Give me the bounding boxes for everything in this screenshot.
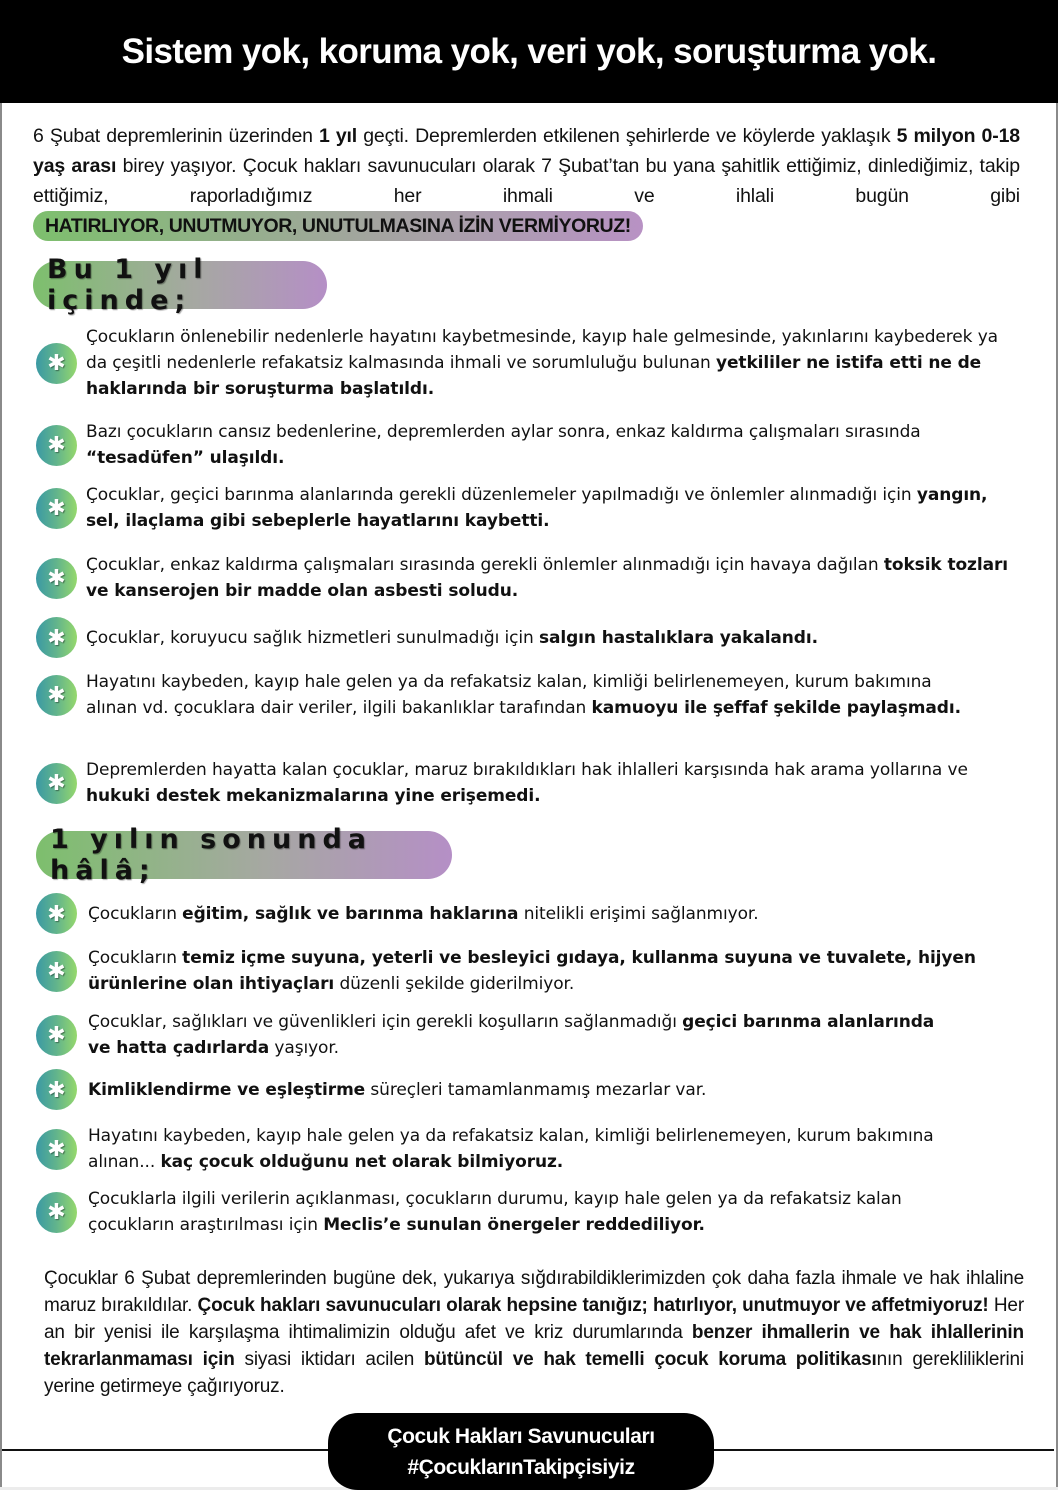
list-item [36, 945, 978, 997]
asterisk-icon: ✱ [36, 343, 77, 384]
list-item [36, 324, 1016, 402]
list-item-text-regular: düzenli şekilde giderilmiyor. [334, 974, 575, 994]
asterisk-icon: ✱ [36, 558, 77, 599]
intro-text-2: geçti. Depremlerden etkilenen şehirlerde ve köylerde yaklaşık [357, 125, 897, 147]
list-item-text-regular: Hayatını kaybeden, kayıp hale gelen ya da refakatsiz kalan, kimliği belirlenemeyen, kurum bakımına alınan vd. çocuklara dair veriler, ilgili bakanlıklar tarafından [86, 672, 932, 718]
list-item [36, 757, 1016, 809]
list-item-text-bold: hukuki destek mekanizmalarına yine erişemedi. [86, 786, 541, 806]
section-heading-this-year [33, 254, 327, 316]
list-item [36, 1123, 978, 1175]
list-item-text-bold: temiz içme suyuna, yeterli ve besleyici gıdaya, kullanma suyuna ve tuvalete, hijyen ürünlerine olan ihtiyaçları [88, 948, 976, 994]
list-item-text-regular: Çocukların [88, 903, 183, 924]
closing-text-2: Her an bir yenisi ile karşılaşma ihtimalimizin olduğu afet ve kriz durumlarında [44, 1295, 1025, 1343]
intro-highlight: HATIRLIYOR, UNUTMUYOR, UNUTULMASINA İZİN VERMİYORUZ! [33, 211, 643, 241]
closing-text-4: nın gerekliliklerini yerine getirmeye çağırıyoruz. [44, 1349, 1025, 1397]
list-item-text-regular: nitelikli erişimi sağlanmıyor. [518, 903, 759, 924]
list-item [36, 1009, 958, 1061]
list-item-text-bold: yangın, sel, ilaçlama gibi sebeplerle hayatlarını kaybetti. [86, 485, 988, 531]
list-item [36, 419, 986, 471]
list-item-text-bold: kamuoyu ile şeffaf şekilde paylaşmadı. [591, 698, 961, 718]
list-item-text [88, 1009, 958, 1061]
list-item-text-bold: eğitim, sağlık ve barınma haklarına [182, 903, 519, 924]
list-item-text-regular: Çocukların önlenebilir nedenlerle hayatını kaybetmesinde, kayıp hale gelmesinde, yakınlarını kaybederek ya da çeşitli nedenlerle refakatsiz kalmasında ihmali ve sorumluluğu bulunan [86, 327, 998, 373]
list-item-text-bold: geçici barınma alanlarında ve hatta çadırlarda [88, 1012, 935, 1058]
list-item-text-regular: yaşıyor. [269, 1038, 339, 1058]
asterisk-icon: ✱ [36, 951, 77, 992]
closing-bold-3: bütüncül ve hak temelli çocuk koruma politikası [423, 1349, 877, 1370]
closing-bold-2: benzer ihmallerin ve hak ihlallerinin tekrarlanmaması için [44, 1322, 1024, 1370]
closing-text-1: Çocuklar 6 Şubat depremlerinden bugüne dek, yukarıya sığdırabildiklerimizden çok daha fazla ihmale ve hak ihlaline maruz bırakıldılar. [44, 1268, 1024, 1316]
list-item-text-bold: toksik tozları ve kanserojen bir madde olan asbesti soludu. [86, 555, 1008, 601]
closing-paragraph [44, 1265, 1024, 1400]
list-item-text [86, 669, 986, 721]
list-item-text-bold: “tesadüfen” ulaşıldı. [86, 448, 285, 468]
list-item [36, 1186, 988, 1238]
intro-paragraph [33, 121, 1020, 241]
list-item-text-bold: salgın hastalıklara yakalandı. [539, 627, 818, 648]
list-item [36, 482, 1026, 534]
list-item-text [86, 482, 1026, 534]
list-item [36, 617, 1026, 658]
list-item-text-regular: Çocuklar, sağlıkları ve güvenlikleri için gerekli koşulların sağlanmadığı [88, 1012, 683, 1032]
asterisk-icon: ✱ [36, 488, 77, 529]
list-item-text [86, 419, 986, 471]
footer-badge [328, 1413, 714, 1490]
list-item-text [86, 757, 1016, 809]
list-item-text [88, 1077, 978, 1103]
list-item-text-bold: kaç çocuk olduğunu net olarak bilmiyoruz. [160, 1152, 564, 1172]
list-item [36, 893, 978, 934]
intro-text-3: birey yaşıyor. Çocuk hakları savunucuları olarak 7 Şubat’tan bu yana şahitlik ettiğimiz, dinlediğimiz, takip ettiğimiz, raporladığımız her ihmali ve ihlali bugün gibi [33, 155, 1020, 207]
list-item-text-regular: Depremlerden hayatta kalan çocuklar, maruz bırakıldıkları hak ihlalleri karşısında hak arama yollarına ve [86, 760, 968, 780]
asterisk-icon: ✱ [36, 1015, 77, 1056]
asterisk-icon: ✱ [36, 617, 77, 658]
intro-bold-1: 1 yıl [319, 125, 358, 147]
page-border-left [0, 0, 2, 1490]
footer-org-name: Çocuk Hakları Savunucuları [387, 1424, 655, 1448]
section-heading-still [36, 824, 452, 886]
list-item-text-regular: Çocuklar, koruyucu sağlık hizmetleri sunulmadığı için [86, 627, 539, 648]
footer-hashtag: #ÇocuklarınTakipçisiyiz [407, 1455, 635, 1479]
section-heading-text: Bu 1 yıl içinde; [47, 254, 209, 316]
list-item-text-regular: Hayatını kaybeden, kayıp hale gelen ya da refakatsiz kalan, kimliği belirlenemeyen, kurum bakımına alınan... [88, 1126, 934, 1172]
list-item-text [86, 625, 1026, 651]
asterisk-icon: ✱ [36, 893, 77, 934]
closing-text-3: siyasi iktidarı acilen [234, 1349, 424, 1370]
list-item [36, 1069, 978, 1110]
list-item-text-bold: Kimliklendirme ve eşleştirme [88, 1079, 366, 1100]
list-item [36, 552, 1026, 604]
section-heading-text: 1 yılın sonunda hâlâ; [50, 824, 373, 886]
list-item-text-regular: Bazı çocukların cansız bedenlerine, depremlerden aylar sonra, enkaz kaldırma çalışmaları sırasında [86, 422, 921, 442]
asterisk-icon: ✱ [36, 1192, 77, 1233]
list-item-text-regular: süreçleri tamamlanmamış mezarlar var. [365, 1079, 707, 1100]
closing-bold-1: Çocuk hakları savunucuları olarak hepsine tanığız; hatırlıyor, unutmuyor ve affetmiyoruz! [197, 1295, 989, 1316]
list-item-text-bold: Meclis’e sunulan önergeler reddediliyor. [323, 1215, 705, 1235]
asterisk-icon: ✱ [36, 763, 77, 804]
list-item [36, 669, 986, 721]
list-item-text [86, 324, 1016, 402]
list-item-text-regular: Çocuklarla ilgili verilerin açıklanması, çocukların durumu, kayıp hale gelen ya da refakatsiz kalan çocukların araştırılması için [88, 1189, 902, 1235]
list-item-text [88, 1186, 988, 1238]
header-banner [0, 0, 1058, 103]
list-item-text-regular: Çocukların [88, 948, 183, 968]
list-item-text [88, 901, 978, 927]
page-title: Sistem yok, koruma yok, veri yok, soruşturma yok. [121, 31, 937, 71]
list-item-text [88, 1123, 978, 1175]
asterisk-icon: ✱ [36, 1129, 77, 1170]
list-item-text-regular: Çocuklar, enkaz kaldırma çalışmaları sırasında gerekli önlemler alınmadığı için havaya dağılan [86, 555, 884, 575]
asterisk-icon: ✱ [36, 675, 77, 716]
intro-text-1: 6 Şubat depremlerinin üzerinden [33, 125, 319, 147]
intro-bold-2: 5 milyon 0-18 yaş arası [33, 125, 1020, 177]
asterisk-icon: ✱ [36, 1069, 77, 1110]
list-item-text-bold: yetkililer ne istifa etti ne de haklarında bir soruşturma başlatıldı. [86, 353, 982, 399]
list-item-text [86, 552, 1026, 604]
list-item-text-regular: Çocuklar, geçici barınma alanlarında gerekli düzenlemeler yapılmadığı ve önlemler alınmadığı için [86, 485, 917, 505]
list-item-text [88, 945, 978, 997]
asterisk-icon: ✱ [36, 425, 77, 466]
